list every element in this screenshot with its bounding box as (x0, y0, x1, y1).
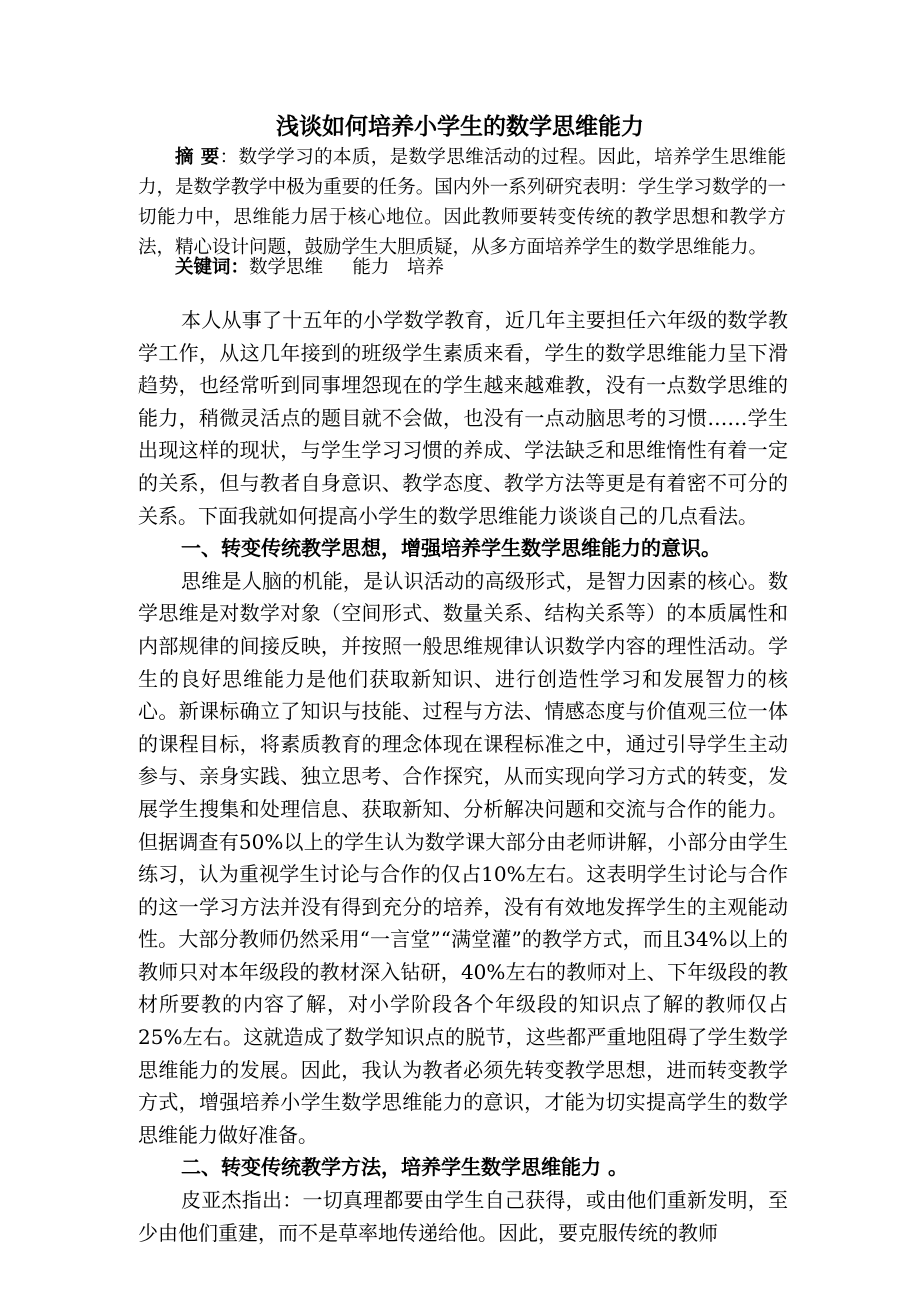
abstract-text: ：数学学习的本质，是数学思维活动的过程。因此，培养学生思维能力，是数学教学中极为重要的任务。国内外一系列研究表明：学生学习数学的一切能力中，思维能力居于核心地位。因此教师要转变传统的教学思想和教学方法，精心设计问题，鼓励学生大胆质疑，从多方面培养学生的数学思维能力。 (138, 147, 786, 258)
abstract-label: 摘 要 (175, 147, 220, 168)
abstract-paragraph (138, 143, 786, 263)
section-heading-2: 二、转变传统教学方法，培养学生数学思维能力 。 (181, 1155, 628, 1180)
intro-paragraph: 本人从事了十五年的小学数学教育，近几年主要担任六年级的数学教学工作，从这几年接到的班级学生素质来看，学生的数学思维能力呈下滑趋势，也经常听到同事埋怨现在的学生越来越难教，没有一点数学思维的能力，稍微灵活点的题目就不会做，也没有一点动脑思考的习惯……学生出现这样的现状，与学生学习习惯的养成、学法缺乏和思维惰性有着一定的关系，但与教者自身意识、教学态度、教学方法等更是有着密不可分的关系。下面我就如何提高小学生的数学思维能力谈谈自己的几点看法。 (138, 308, 788, 528)
document-title: 浅谈如何培养小学生的数学思维能力 (276, 114, 644, 140)
keywords-line (175, 253, 444, 283)
section-1-paragraph: 思维是人脑的机能，是认识活动的高级形式，是智力因素的核心。数学思维是对数学对象（空间形式、数量关系、结构关系等）的本质属性和内部规律的间接反映，并按照一般思维规律认识数学内容的理性活动。学生的良好思维能力是他们获取新知识、进行创造性学习和发展智力的核心。新课标确立了知识与技能、过程与方法、情感态度与价值观三位一体的课程目标，将素质教育的理念体现在课程标准之中，通过引导学生主动参与、亲身实践、独立思考、合作探究，从而实现向学习方式的转变，发展学生搜集和处理信息、获取新知、分析解决问题和交流与合作的能力。但据调查有50%以上的学生认为数学课大部分由老师讲解，小部分由学生练习，认为重视学生讨论与合作的仅占10%左右。这表明学生讨论与合作的这一学习方法并没有得到充分的培养，没有有效地发挥学生的主观能动性。大部分教师仍然采用“一言堂”“满堂灌”的教学方式，而且34%以上的教师只对本年级段的教材深入钻研，40%左右的教师对上、下年级段的教材所要教的内容了解，对小学阶段各个年级段的知识点了解的教师仅占25%左右。这就造成了数学知识点的脱节，这些都严重地阻碍了学生数学思维能力的发展。因此，我认为教者必须先转变教学思想，进而转变教学方式，增强培养小学生数学思维能力的意识，才能为切实提高学生的数学思维能力做好准备。 (138, 568, 788, 1147)
keywords-text: 数学思维 能力 培养 (249, 257, 445, 278)
keywords-label: 关键词： (175, 257, 250, 278)
section-heading-1: 一、转变传统教学思想，增强培养学生数学思维能力的意识。 (181, 536, 721, 561)
section-2-paragraph: 皮亚杰指出：一切真理都要由学生自己获得，或由他们重新发明，至少由他们重建，而不是草率地传递给他。因此，要克服传统的教师 (138, 1188, 788, 1245)
body-text (138, 304, 788, 1249)
